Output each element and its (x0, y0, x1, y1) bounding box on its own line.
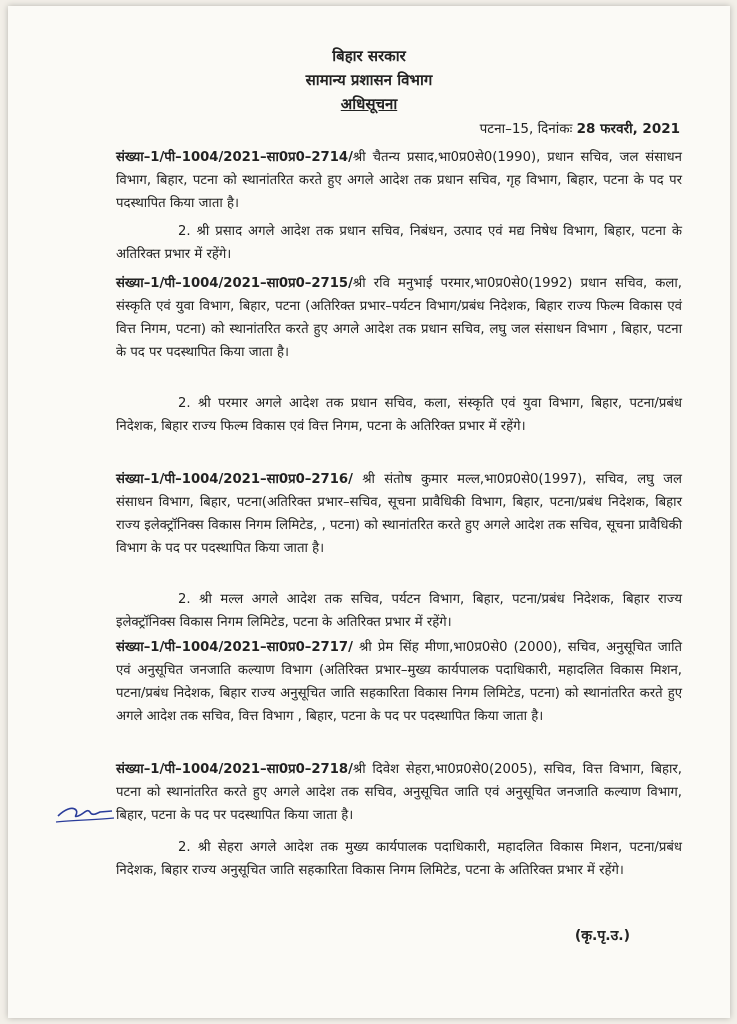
order-paragraph-6 (116, 588, 682, 634)
handwritten-initial-mark (54, 796, 116, 826)
department-heading: सामान्य प्रशासन विभाग (305, 71, 433, 89)
order-text: श्री दिवेश सेहरा,भा0प्र0से0(2005), सचिव, वित्त विभाग, बिहार, पटना को स्थानांतरित करते हुए अगले आदेश तक सचिव, अनुसूचित जाति एवं अनुसूचित जनजाति कल्याण विभाग, बिहार, पटना के पद पर पदस्थापित किया जाता है। (116, 762, 682, 823)
government-heading: बिहार सरकार (332, 47, 406, 65)
order-ref: संख्या–1/पी–1004/2021–सा0प्र0–2714/ (116, 150, 353, 165)
order-paragraph-3 (116, 272, 682, 364)
order-text: श्री रवि मनुभाई परमार,भा0प्र0से0(1992) प्रधान सचिव, कला, संस्कृति एवं युवा विभाग, बिहार, पटना (अतिरिक्त प्रभार–पर्यटन विभाग/प्रबंध निदेशक, बिहार राज्य फिल्म विकास एवं वित्त निगम, पटना) को स्थानांतरित करते हुए अगले आदेश तक प्रधान सचिव, लघु जल संसाधन विभाग , बिहार, पटना के पद पर पदस्थापित किया जाता है। (116, 276, 682, 360)
order-paragraph-5 (116, 468, 682, 560)
document-page (8, 6, 730, 1018)
order-text: श्री चैतन्य प्रसाद,भा0प्र0से0(1990), प्रधान सचिव, जल संसाधन विभाग, बिहार, पटना को स्थानांतरित करते हुए अगले आदेश तक प्रधान सचिव, गृह विभाग, बिहार, पटना के पद पर पदस्थापित किया जाता है। (116, 150, 682, 211)
order-paragraph-4 (116, 392, 682, 438)
order-text: 2. श्री मल्ल अगले आदेश तक सचिव, पर्यटन विभाग, बिहार, पटना/प्रबंध निदेशक, बिहार राज्य इलेक्ट्रॉनिक्स विकास निगम लिमिटेड, पटना के अतिरिक्त प्रभार में रहेंगे। (116, 592, 682, 630)
order-ref: संख्या–1/पी–1004/2021–सा0प्र0–2715/ (116, 276, 353, 291)
order-paragraph-9 (116, 836, 682, 882)
order-text: 2. श्री प्रसाद अगले आदेश तक प्रधान सचिव, निबंधन, उत्पाद एवं मद्य निषेध विभाग, बिहार, पटना के अतिरिक्त प्रभार में रहेंगे। (116, 224, 682, 262)
order-text: 2. श्री परमार अगले आदेश तक प्रधान सचिव, कला, संस्कृति एवं युवा विभाग, बिहार, पटना/प्रबंध निदेशक, बिहार राज्य फिल्म विकास एवं वित्त निगम, पटना के अतिरिक्त प्रभार में रहेंगे। (116, 396, 682, 434)
place-date (480, 119, 680, 137)
order-paragraph-1 (116, 146, 682, 215)
order-ref: संख्या–1/पी–1004/2021–सा0प्र0–2718/ (116, 762, 353, 777)
order-text: 2. श्री सेहरा अगले आदेश तक मुख्य कार्यपालक पदाधिकारी, महादलित विकास मिशन, पटना/प्रबंध निदेशक, बिहार राज्य अनुसूचित जाति सहकारिता विकास निगम लिमिटेड, पटना के अतिरिक्त प्रभार में रहेंगे। (116, 840, 682, 878)
order-ref: संख्या–1/पी–1004/2021–सा0प्र0–2716/ (116, 472, 353, 487)
order-paragraph-8 (116, 758, 682, 827)
order-text: श्री प्रेम सिंह मीणा,भा0प्र0से0 (2000), सचिव, अनुसूचित जाति एवं अनुसूचित जनजाति कल्याण विभाग (अतिरिक्त प्रभार–मुख्य कार्यपालक पदाधिकारी, महादलित विकास मिशन, पटना/प्रबंध निदेशक, बिहार राज्य अनुसूचित जाति सहकारिता विकास निगम लिमिटेड, पटना) को स्थानांतरित करते हुए अगले आदेश तक सचिव, वित्त विभाग , बिहार, पटना के पद पर पदस्थापित किया जाता है। (116, 640, 682, 724)
notification-title: अधिसूचना (340, 95, 398, 113)
place-text: पटना–15, दिनांकः (479, 121, 573, 137)
continued-overleaf-note: (कृ.पृ.उ.) (574, 928, 630, 944)
order-text: श्री संतोष कुमार मल्ल,भा0प्र0से0(1997), सचिव, लघु जल संसाधन विभाग, बिहार, पटना(अतिरिक्त प्रभार–सचिव, सूचना प्रावैधिकी विभाग, बिहार, पटना/प्रबंध निदेशक, बिहार राज्य इलेक्ट्रॉनिक्स विकास निगम लिमिटेड, , पटना) को स्थानांतरित करते हुए अगले आदेश तक सचिव, सूचना प्रावैधिकी विभाग के पद पर पदस्थापित किया जाता है। (116, 472, 682, 556)
order-ref: संख्या–1/पी–1004/2021–सा0प्र0–2717/ (116, 640, 353, 655)
order-paragraph-2 (116, 220, 682, 266)
order-paragraph-7 (116, 636, 682, 728)
date-text: 28 फरवरी, 2021 (576, 121, 680, 137)
